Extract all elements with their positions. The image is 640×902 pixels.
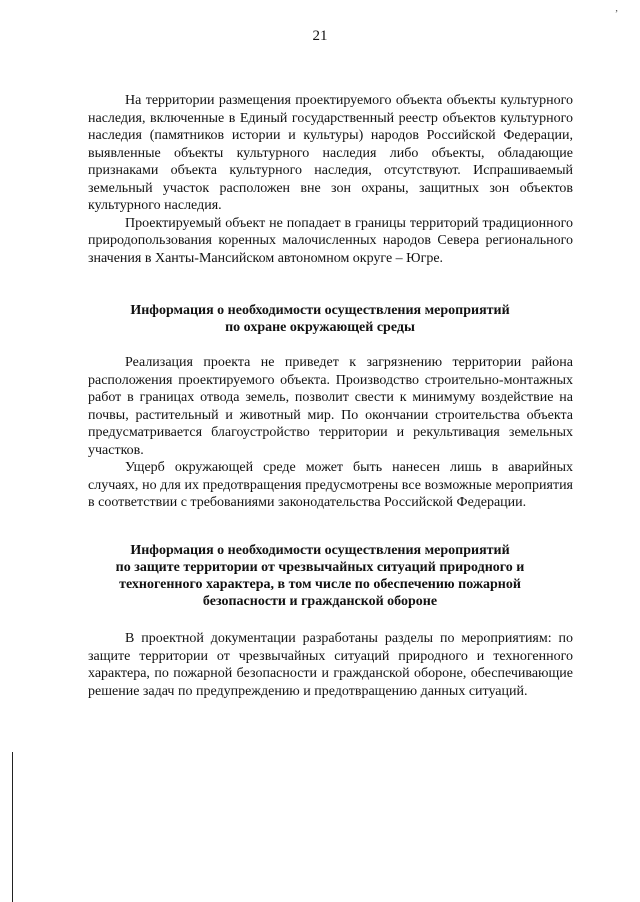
intro-section (88, 92, 573, 267)
emergency-heading-line: Информация о необходимости осуществления мероприятий (130, 543, 510, 558)
emergency-section (88, 630, 573, 700)
emergency-heading-line: по защите территории от чрезвычайных ситуаций природного и (115, 560, 525, 575)
emergency-heading-line: техногенного характера, в том числе по обеспечению пожарной (119, 577, 521, 592)
scan-edge-line (12, 752, 13, 902)
environment-paragraph-damage: Ущерб окружающей среде может быть нанесен лишь в аварийных случаях, но для их предотвращения предусмотрены все возможные мероприятия в соответствии с требованиями законодательства Российской Федерации. (88, 460, 573, 510)
emergency-heading-line: безопасности и гражданской обороне (202, 594, 438, 609)
intro-paragraph-heritage: На территории размещения проектируемого объекта объекты культурного наследия, включенные в Единый государственный реестр объектов культурного наследия (памятников истории и культуры) народов Российской Федерации, выявленные объекты культурного наследия либо объекты, обладающие признаками объекта культурного наследия, отсутствуют. Испрашиваемый земельный участок расположен вне зон охраны, защитных зон объектов культурного наследия. (88, 93, 573, 213)
intro-paragraph-indigenous: Проектируемый объект не попадает в границы территорий традиционного природопользования коренных малочисленных народов Севера регионального значения в Ханты-Мансийском автономном округе – Югре. (88, 215, 573, 266)
environment-paragraph-impact: Реализация проекта не приведет к загрязнению территории района расположения проектируемого объекта. Производство строительно-монтажных работ в границах отвода земель, позволит свести к минимуму воздействие на почвы, растительный и животный мир. По окончании строительства объекта предусматривается благоустройство территории и рекультивация земельных участков. (88, 355, 573, 458)
page-number: 21 (312, 28, 328, 44)
emergency-paragraph-measures: В проектной документации разработаны разделы по мероприятиям: по защите территории от чрезвычайных ситуаций природного и техногенного характера, по пожарной безопасности и гражданской обороне, обеспечивающие решение задач по предупреждению и предотвращению данных ситуаций. (88, 631, 573, 699)
environment-heading (0, 302, 640, 336)
environment-heading-line: по охране окружающей среды (225, 320, 415, 335)
corner-mark: , (615, 2, 618, 14)
emergency-heading (0, 542, 640, 610)
environment-heading-line: Информация о необходимости осуществления мероприятий (130, 303, 510, 318)
environment-section (88, 354, 573, 512)
